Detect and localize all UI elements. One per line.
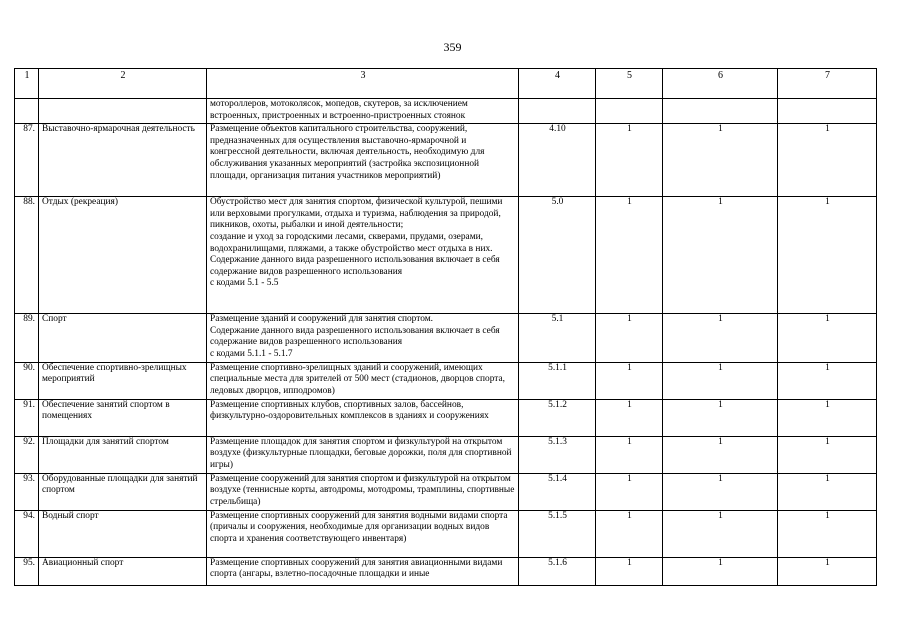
description-paragraph: Размещение зданий и сооружений для занятия спортом. xyxy=(210,314,434,325)
row-number-cell: 90. xyxy=(15,362,39,399)
code-cell: 5.0 xyxy=(519,197,596,314)
row-number-cell: 93. xyxy=(15,473,39,510)
code-cell: 5.1.6 xyxy=(519,557,596,585)
table-row xyxy=(15,197,877,314)
page-number: 359 xyxy=(443,40,462,54)
column-7-cell: 1 xyxy=(778,436,877,473)
column-header: 4 xyxy=(519,69,596,99)
column-header: 2 xyxy=(39,69,207,99)
table-row xyxy=(15,510,877,557)
table-row xyxy=(15,314,877,362)
column-5-cell: 1 xyxy=(596,197,663,314)
description-paragraph: Содержание данного вида разрешенного использования включает в себя содержание видов разрешенного использования xyxy=(210,325,500,348)
row-number-cell: 95. xyxy=(15,557,39,585)
code-cell: 4.10 xyxy=(519,124,596,197)
description-cell xyxy=(207,557,519,585)
column-7-cell xyxy=(778,99,877,124)
column-6-cell: 1 xyxy=(663,124,778,197)
table-row xyxy=(15,99,877,124)
description-cell xyxy=(207,362,519,399)
column-header: 6 xyxy=(663,69,778,99)
column-5-cell: 1 xyxy=(596,399,663,436)
table-header-row xyxy=(15,69,877,99)
column-header: 1 xyxy=(15,69,39,99)
description-paragraph: Размещение спортивных сооружений для занятия авиационными видами спорта (ангары, взлетно-посадочные площадки и иные xyxy=(210,557,503,580)
description-paragraph: Обустройство мест для занятия спортом, физической культурой, пешими или верховыми прогулками, отдыха и туризма, наблюдения за природой, пикников, охоты, рыбалки и иной деятельности; xyxy=(210,197,503,231)
column-7-cell: 1 xyxy=(778,362,877,399)
table-body xyxy=(15,69,877,586)
column-6-cell: 1 xyxy=(663,362,778,399)
description-paragraph: Размещение сооружений для занятия спортом и физкультурой на открытом воздухе (теннисные корты, автодромы, мотодромы, трамплины, спортивные стрельбища) xyxy=(210,473,515,507)
description-paragraph: Размещение объектов капитального строительства, сооружений, предназначенных для осуществления выставочно-ярмарочной и конгрессной деятельности, включая деятельность, необходимую для обслуживания указанных мероприятий (застройка экспозиционной площади, организация питания участников мероприятий) xyxy=(210,124,485,181)
column-7-cell: 1 xyxy=(778,473,877,510)
description-cell xyxy=(207,99,519,124)
description-cell xyxy=(207,399,519,436)
use-type-name-cell: Спорт xyxy=(39,314,207,362)
column-5-cell: 1 xyxy=(596,557,663,585)
column-6-cell: 1 xyxy=(663,314,778,362)
row-number-cell: 94. xyxy=(15,510,39,557)
description-cell xyxy=(207,197,519,314)
column-5-cell: 1 xyxy=(596,436,663,473)
use-type-name-cell xyxy=(39,99,207,124)
table-row xyxy=(15,399,877,436)
description-paragraph: Размещение спортивных клубов, спортивных залов, бассейнов, физкультурно-оздоровительных комплексов в зданиях и сооружениях xyxy=(210,399,489,422)
column-7-cell: 1 xyxy=(778,314,877,362)
column-6-cell: 1 xyxy=(663,197,778,314)
column-6-cell: 1 xyxy=(663,510,778,557)
column-5-cell xyxy=(596,99,663,124)
column-6-cell: 1 xyxy=(663,399,778,436)
column-7-cell: 1 xyxy=(778,399,877,436)
code-cell xyxy=(519,99,596,124)
description-paragraph: с кодами 5.1 - 5.5 xyxy=(210,278,279,289)
row-number-cell: 88. xyxy=(15,197,39,314)
column-5-cell: 1 xyxy=(596,362,663,399)
description-paragraph: Содержание данного вида разрешенного использования включает в себя содержание видов разрешенного использования xyxy=(210,255,500,277)
description-cell xyxy=(207,314,519,362)
code-cell: 5.1.2 xyxy=(519,399,596,436)
table-row xyxy=(15,557,877,585)
code-cell: 5.1.1 xyxy=(519,362,596,399)
code-cell: 5.1.4 xyxy=(519,473,596,510)
table-row xyxy=(15,473,877,510)
table-row xyxy=(15,124,877,197)
table-row xyxy=(15,362,877,399)
column-7-cell: 1 xyxy=(778,510,877,557)
column-7-cell: 1 xyxy=(778,557,877,585)
use-type-name-cell: Обеспечение спортивно-зрелищных мероприятий xyxy=(39,362,207,399)
row-number-cell: 92. xyxy=(15,436,39,473)
code-cell: 5.1.3 xyxy=(519,436,596,473)
code-cell: 5.1 xyxy=(519,314,596,362)
use-type-name-cell: Выставочно-ярмарочная деятельность xyxy=(39,124,207,197)
description-paragraph: мотороллеров, мотоколясок, мопедов, скутеров, за исключением встроенных, пристроенных и встроенно-пристроенных стоянок xyxy=(210,99,468,121)
description-paragraph: Размещение спортивно-зрелищных зданий и сооружений, имеющих специальные места для зрителей от 500 мест (стадионов, дворцов спорта, ледовых дворцов, ипподромов) xyxy=(210,362,505,396)
description-cell xyxy=(207,124,519,197)
column-6-cell: 1 xyxy=(663,557,778,585)
land-use-table xyxy=(14,68,877,586)
column-7-cell: 1 xyxy=(778,124,877,197)
column-5-cell: 1 xyxy=(596,510,663,557)
use-type-name-cell: Площадки для занятий спортом xyxy=(39,436,207,473)
use-type-name-cell: Отдых (рекреация) xyxy=(39,197,207,314)
row-number-cell: 87. xyxy=(15,124,39,197)
row-number-cell: 89. xyxy=(15,314,39,362)
table-row xyxy=(15,436,877,473)
description-cell xyxy=(207,436,519,473)
column-6-cell xyxy=(663,99,778,124)
use-type-name-cell: Водный спорт xyxy=(39,510,207,557)
column-7-cell: 1 xyxy=(778,197,877,314)
column-6-cell: 1 xyxy=(663,436,778,473)
column-header: 7 xyxy=(778,69,877,99)
code-cell: 5.1.5 xyxy=(519,510,596,557)
description-paragraph: с кодами 5.1.1 - 5.1.7 xyxy=(210,348,293,359)
description-paragraph: Размещение площадок для занятия спортом и физкультурой на открытом воздухе (физкультурные площадки, беговые дорожки, поля для спортивной игры) xyxy=(210,436,512,470)
description-cell xyxy=(207,473,519,510)
use-type-name-cell: Оборудованные площадки для занятий спортом xyxy=(39,473,207,510)
description-cell xyxy=(207,510,519,557)
use-type-name-cell: Обеспечение занятий спортом в помещениях xyxy=(39,399,207,436)
row-number-cell: 91. xyxy=(15,399,39,436)
column-6-cell: 1 xyxy=(663,473,778,510)
column-5-cell: 1 xyxy=(596,124,663,197)
column-header: 3 xyxy=(207,69,519,99)
column-header: 5 xyxy=(596,69,663,99)
description-paragraph: создание и уход за городскими лесами, скверами, прудами, озерами, водохранилищами, пляжами, а также обустройство мест отдыха в них. xyxy=(210,231,493,254)
use-type-name-cell: Авиационный спорт xyxy=(39,557,207,585)
row-number-cell xyxy=(15,99,39,124)
column-5-cell: 1 xyxy=(596,473,663,510)
description-paragraph: Размещение спортивных сооружений для занятия водными видами спорта (причалы и сооружения, необходимые для организации водных видов спорта и хранения соответствующего инвентаря) xyxy=(210,510,508,544)
column-5-cell: 1 xyxy=(596,314,663,362)
